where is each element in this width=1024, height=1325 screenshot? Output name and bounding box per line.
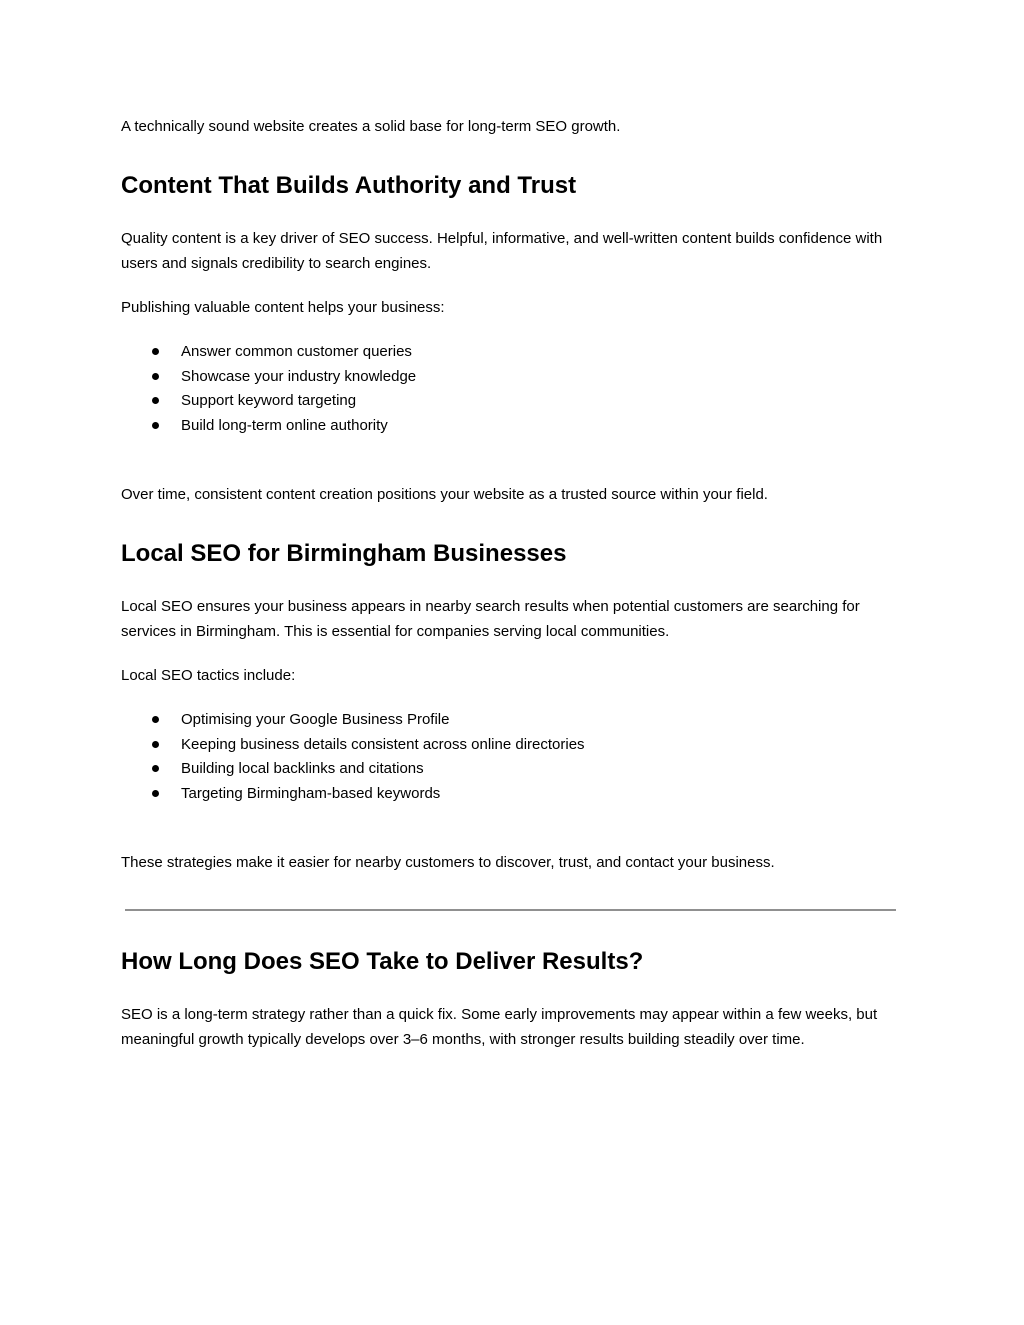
- section-lead-paragraph: SEO is a long-term strategy rather than a quick fix. Some early improvements may appear within a few weeks, but meaningful growth typically develops over 3–6 months, with stronger results building steadily over time.: [121, 1006, 878, 1048]
- list-intro-paragraph: Local SEO tactics include:: [121, 667, 296, 684]
- horizontal-divider: [125, 909, 896, 911]
- bullet-list-local-seo-tactics: [121, 708, 903, 806]
- list-item: Answer common customer queries: [181, 340, 903, 365]
- section-heading-content-authority: Content That Builds Authority and Trust: [121, 172, 577, 199]
- section-closing-paragraph: Over time, consistent content creation positions your website as a trusted source within your field.: [121, 486, 768, 503]
- list-item: Building local backlinks and citations: [181, 757, 903, 782]
- section-lead-paragraph: Local SEO ensures your business appears in nearby search results when potential customers are searching for services in Birmingham. This is essential for companies serving local communities.: [121, 598, 860, 640]
- section-lead-paragraph: Quality content is a key driver of SEO success. Helpful, informative, and well-written content builds confidence with users and signals credibility to search engines.: [121, 230, 883, 272]
- intro-paragraph: A technically sound website creates a solid base for long-term SEO growth.: [121, 118, 621, 135]
- section-heading-seo-timeline: How Long Does SEO Take to Deliver Results?: [121, 948, 644, 975]
- list-item: Targeting Birmingham-based keywords: [181, 782, 903, 807]
- section-closing-paragraph: These strategies make it easier for nearby customers to discover, trust, and contact your business.: [121, 854, 775, 871]
- list-item: Build long-term online authority: [181, 414, 903, 439]
- list-item: Optimising your Google Business Profile: [181, 708, 903, 733]
- list-intro-paragraph: Publishing valuable content helps your business:: [121, 299, 445, 316]
- list-item: Showcase your industry knowledge: [181, 365, 903, 390]
- bullet-list-content-benefits: [121, 340, 903, 438]
- list-item: Support keyword targeting: [181, 389, 903, 414]
- list-item: Keeping business details consistent across online directories: [181, 733, 903, 758]
- section-heading-local-seo: Local SEO for Birmingham Businesses: [121, 540, 567, 567]
